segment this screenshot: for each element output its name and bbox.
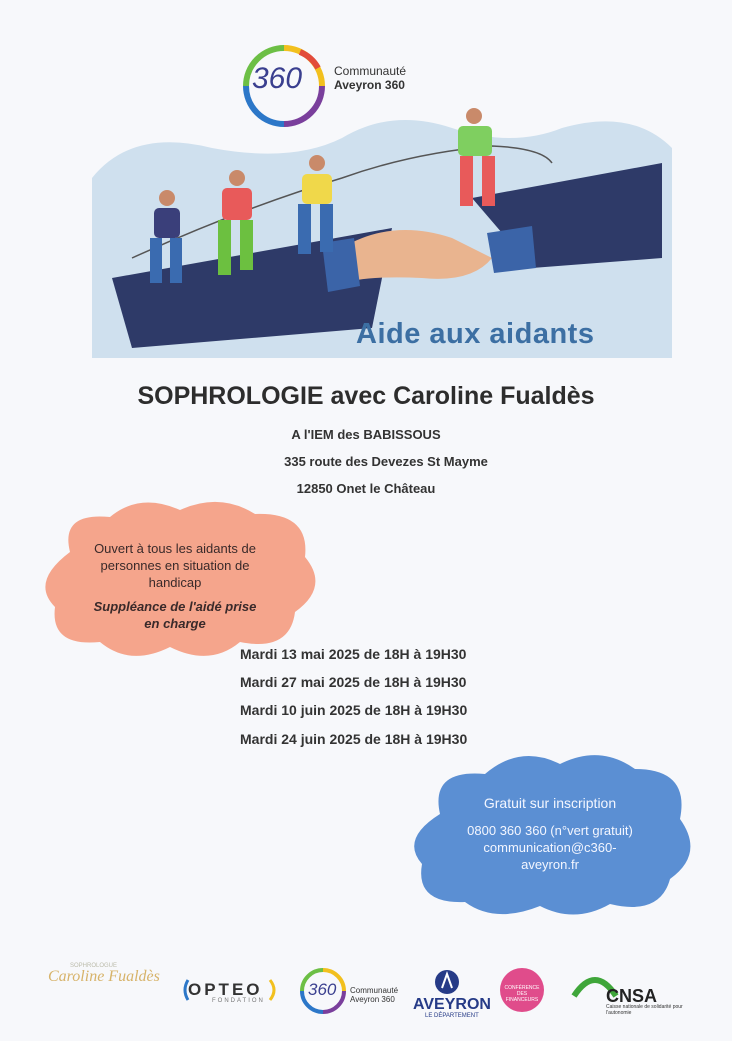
opteo-logo: OPTEO <box>188 980 263 999</box>
address-line-2: 335 route des Devezes St Mayme <box>284 454 488 469</box>
info-line-5: en charge <box>144 616 206 631</box>
aveyron-logo: AVEYRON <box>413 996 491 1013</box>
info-line-4: Suppléance de l'aidé prise <box>93 599 257 614</box>
c360-footer-number: 360 <box>308 980 337 999</box>
logo-line1: Communauté <box>334 64 407 78</box>
event-title: SOPHROLOGIE avec Caroline Fualdès <box>137 382 595 410</box>
hero-title: Aide aux aidants <box>356 318 595 350</box>
date-4: Mardi 24 juin 2025 de 18H à 19H30 <box>240 731 468 747</box>
caroline-logo-small: SOPHROLOGUE <box>70 963 118 969</box>
date-3: Mardi 10 juin 2025 de 18H à 19H30 <box>240 702 468 718</box>
date-2: Mardi 27 mai 2025 de 18H à 19H30 <box>240 674 467 690</box>
cnsa-logo: CNSA <box>606 986 658 1006</box>
aveyron-emblem-icon <box>432 968 462 996</box>
info-line-2: personnes en situation de <box>100 558 250 573</box>
c360-footer-line2: Aveyron 360 <box>350 995 395 1004</box>
aveyron-logo-small: LE DÉPARTEMENT <box>425 1013 479 1019</box>
date-1: Mardi 13 mai 2025 de 18H à 19H30 <box>240 646 467 662</box>
logo-line2: Aveyron 360 <box>334 78 405 92</box>
address-line-1: A l'IEM des BABISSOUS <box>291 427 441 442</box>
contact-email-1: communication@c360- <box>483 840 617 855</box>
caroline-logo: Caroline Fualdès <box>48 968 160 985</box>
info-line-1: Ouvert à tous les aidants de <box>94 541 256 556</box>
contact-title: Gratuit sur inscription <box>483 795 617 811</box>
logo-number: 360 <box>252 62 303 95</box>
c360-footer-line1: Communauté <box>350 986 399 995</box>
contact-email-2: aveyron.fr <box>521 857 579 872</box>
info-line-3: handicap <box>148 575 202 590</box>
contact-phone: 0800 360 360 (n°vert gratuit) <box>467 823 633 838</box>
cnsa-logo-small: Caisse nationale de solidarité pour l'autonomie <box>606 1004 683 1016</box>
financeurs-logo: CONFÉRENCE DES FINANCEURS <box>504 985 540 1003</box>
address-line-3: 12850 Onet le Château <box>296 481 436 496</box>
opteo-logo-small: FONDATION <box>212 998 265 1004</box>
